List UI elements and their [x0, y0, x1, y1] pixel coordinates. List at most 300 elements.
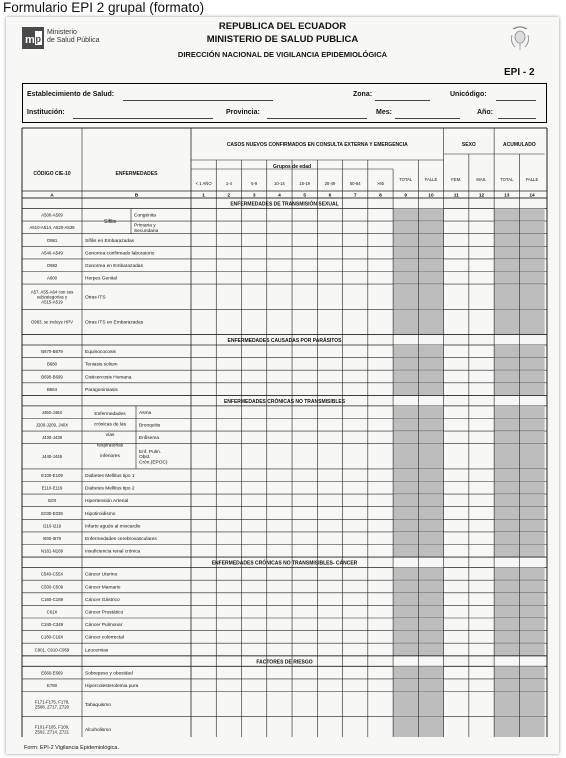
data-cell[interactable]: [469, 619, 493, 631]
data-cell[interactable]: [368, 371, 392, 383]
data-cell[interactable]: [469, 520, 493, 532]
data-cell[interactable]: [267, 482, 291, 494]
data-cell[interactable]: [469, 358, 493, 370]
data-cell[interactable]: [192, 310, 216, 334]
data-cell[interactable]: [318, 419, 342, 431]
data-cell[interactable]: [267, 593, 291, 605]
data-cell[interactable]: [242, 606, 266, 618]
data-cell[interactable]: [293, 606, 317, 618]
data-cell[interactable]: [217, 419, 241, 431]
data-cell[interactable]: [192, 482, 216, 494]
data-cell[interactable]: [444, 310, 468, 334]
data-cell[interactable]: [469, 209, 493, 221]
data-cell[interactable]: [368, 667, 392, 679]
data-cell[interactable]: [293, 593, 317, 605]
data-cell[interactable]: [192, 432, 216, 444]
data-cell[interactable]: [343, 482, 367, 494]
data-cell[interactable]: [192, 371, 216, 383]
data-cell[interactable]: [343, 259, 367, 271]
data-cell[interactable]: [318, 383, 342, 395]
data-cell[interactable]: [343, 667, 367, 679]
data-cell[interactable]: [318, 606, 342, 618]
data-cell[interactable]: [293, 545, 317, 557]
data-cell[interactable]: [192, 545, 216, 557]
data-cell[interactable]: [242, 679, 266, 691]
data-cell[interactable]: [267, 358, 291, 370]
data-cell[interactable]: [368, 568, 392, 580]
data-cell[interactable]: [242, 259, 266, 271]
data-cell[interactable]: [217, 383, 241, 395]
data-cell[interactable]: [217, 631, 241, 643]
data-cell[interactable]: [293, 383, 317, 395]
data-cell[interactable]: [318, 272, 342, 284]
data-cell[interactable]: [267, 631, 291, 643]
data-cell[interactable]: [192, 444, 216, 468]
data-cell[interactable]: [267, 717, 291, 737]
data-cell[interactable]: [242, 520, 266, 532]
data-cell[interactable]: [242, 222, 266, 234]
data-cell[interactable]: [343, 272, 367, 284]
data-cell[interactable]: [469, 644, 493, 656]
data-cell[interactable]: [192, 234, 216, 246]
data-cell[interactable]: [267, 259, 291, 271]
data-cell[interactable]: [469, 568, 493, 580]
data-cell[interactable]: [469, 406, 493, 418]
data-cell[interactable]: [368, 358, 392, 370]
data-cell[interactable]: [469, 469, 493, 481]
data-cell[interactable]: [444, 631, 468, 643]
data-cell[interactable]: [217, 482, 241, 494]
data-cell[interactable]: [318, 444, 342, 468]
data-cell[interactable]: [318, 285, 342, 309]
data-cell[interactable]: [242, 346, 266, 358]
data-cell[interactable]: [267, 495, 291, 507]
data-cell[interactable]: [267, 432, 291, 444]
data-cell[interactable]: [444, 285, 468, 309]
data-cell[interactable]: [293, 532, 317, 544]
data-cell[interactable]: [217, 371, 241, 383]
data-cell[interactable]: [343, 717, 367, 737]
data-cell[interactable]: [469, 495, 493, 507]
data-cell[interactable]: [267, 383, 291, 395]
data-cell[interactable]: [192, 419, 216, 431]
data-cell[interactable]: [242, 619, 266, 631]
data-cell[interactable]: [343, 692, 367, 716]
data-cell[interactable]: [192, 346, 216, 358]
data-cell[interactable]: [343, 432, 367, 444]
data-cell[interactable]: [368, 285, 392, 309]
data-cell[interactable]: [444, 606, 468, 618]
data-cell[interactable]: [318, 507, 342, 519]
data-cell[interactable]: [343, 495, 367, 507]
data-cell[interactable]: [192, 593, 216, 605]
data-cell[interactable]: [343, 383, 367, 395]
data-cell[interactable]: [242, 631, 266, 643]
data-cell[interactable]: [444, 247, 468, 259]
data-cell[interactable]: [242, 507, 266, 519]
data-cell[interactable]: [368, 482, 392, 494]
data-cell[interactable]: [192, 209, 216, 221]
data-cell[interactable]: [217, 606, 241, 618]
data-cell[interactable]: [469, 272, 493, 284]
data-cell[interactable]: [444, 209, 468, 221]
data-cell[interactable]: [217, 717, 241, 737]
data-cell[interactable]: [267, 234, 291, 246]
data-cell[interactable]: [267, 532, 291, 544]
data-cell[interactable]: [242, 444, 266, 468]
data-cell[interactable]: [444, 358, 468, 370]
data-cell[interactable]: [444, 507, 468, 519]
data-cell[interactable]: [318, 346, 342, 358]
data-cell[interactable]: [368, 644, 392, 656]
data-cell[interactable]: [318, 717, 342, 737]
data-cell[interactable]: [192, 606, 216, 618]
data-cell[interactable]: [293, 358, 317, 370]
data-cell[interactable]: [469, 222, 493, 234]
data-cell[interactable]: [217, 346, 241, 358]
data-cell[interactable]: [217, 406, 241, 418]
data-cell[interactable]: [242, 545, 266, 557]
data-cell[interactable]: [343, 444, 367, 468]
data-cell[interactable]: [444, 644, 468, 656]
data-cell[interactable]: [368, 619, 392, 631]
data-cell[interactable]: [267, 507, 291, 519]
data-cell[interactable]: [217, 222, 241, 234]
data-cell[interactable]: [217, 259, 241, 271]
data-cell[interactable]: [217, 679, 241, 691]
data-cell[interactable]: [267, 209, 291, 221]
data-cell[interactable]: [318, 371, 342, 383]
data-cell[interactable]: [343, 507, 367, 519]
data-cell[interactable]: [267, 644, 291, 656]
data-cell[interactable]: [192, 581, 216, 593]
data-cell[interactable]: [267, 346, 291, 358]
data-cell[interactable]: [267, 371, 291, 383]
data-cell[interactable]: [217, 234, 241, 246]
data-cell[interactable]: [293, 692, 317, 716]
data-cell[interactable]: [267, 469, 291, 481]
data-cell[interactable]: [267, 545, 291, 557]
data-cell[interactable]: [368, 679, 392, 691]
data-cell[interactable]: [343, 520, 367, 532]
data-cell[interactable]: [469, 310, 493, 334]
data-cell[interactable]: [217, 644, 241, 656]
data-cell[interactable]: [368, 234, 392, 246]
data-cell[interactable]: [192, 619, 216, 631]
data-cell[interactable]: [217, 247, 241, 259]
data-cell[interactable]: [469, 532, 493, 544]
data-cell[interactable]: [217, 432, 241, 444]
data-cell[interactable]: [343, 679, 367, 691]
data-cell[interactable]: [343, 371, 367, 383]
data-cell[interactable]: [293, 520, 317, 532]
data-cell[interactable]: [293, 234, 317, 246]
data-cell[interactable]: [318, 469, 342, 481]
data-cell[interactable]: [242, 495, 266, 507]
data-cell[interactable]: [217, 469, 241, 481]
data-cell[interactable]: [318, 247, 342, 259]
data-cell[interactable]: [242, 234, 266, 246]
data-cell[interactable]: [192, 272, 216, 284]
data-cell[interactable]: [293, 631, 317, 643]
data-cell[interactable]: [318, 358, 342, 370]
data-cell[interactable]: [242, 406, 266, 418]
data-cell[interactable]: [267, 310, 291, 334]
data-cell[interactable]: [368, 209, 392, 221]
data-cell[interactable]: [267, 568, 291, 580]
data-cell[interactable]: [469, 259, 493, 271]
data-cell[interactable]: [469, 371, 493, 383]
data-cell[interactable]: [192, 568, 216, 580]
data-cell[interactable]: [368, 717, 392, 737]
data-cell[interactable]: [469, 234, 493, 246]
data-cell[interactable]: [242, 383, 266, 395]
data-cell[interactable]: [318, 495, 342, 507]
data-cell[interactable]: [192, 495, 216, 507]
data-cell[interactable]: [192, 532, 216, 544]
data-cell[interactable]: [318, 432, 342, 444]
data-cell[interactable]: [444, 259, 468, 271]
data-cell[interactable]: [192, 358, 216, 370]
data-cell[interactable]: [444, 234, 468, 246]
data-cell[interactable]: [242, 247, 266, 259]
data-cell[interactable]: [343, 209, 367, 221]
data-cell[interactable]: [368, 346, 392, 358]
data-cell[interactable]: [293, 209, 317, 221]
data-cell[interactable]: [192, 469, 216, 481]
data-cell[interactable]: [444, 545, 468, 557]
data-cell[interactable]: [293, 371, 317, 383]
data-cell[interactable]: [318, 406, 342, 418]
data-cell[interactable]: [318, 520, 342, 532]
data-cell[interactable]: [293, 222, 317, 234]
data-cell[interactable]: [469, 346, 493, 358]
data-cell[interactable]: [293, 346, 317, 358]
data-cell[interactable]: [343, 234, 367, 246]
data-cell[interactable]: [293, 406, 317, 418]
data-cell[interactable]: [343, 545, 367, 557]
data-cell[interactable]: [242, 482, 266, 494]
data-cell[interactable]: [242, 581, 266, 593]
data-cell[interactable]: [318, 532, 342, 544]
data-cell[interactable]: [469, 507, 493, 519]
data-cell[interactable]: [242, 644, 266, 656]
data-cell[interactable]: [192, 507, 216, 519]
data-cell[interactable]: [469, 432, 493, 444]
data-cell[interactable]: [368, 469, 392, 481]
data-cell[interactable]: [444, 222, 468, 234]
data-cell[interactable]: [318, 593, 342, 605]
data-cell[interactable]: [444, 667, 468, 679]
data-cell[interactable]: [242, 692, 266, 716]
data-cell[interactable]: [192, 717, 216, 737]
data-cell[interactable]: [217, 444, 241, 468]
data-cell[interactable]: [469, 419, 493, 431]
data-cell[interactable]: [368, 606, 392, 618]
data-cell[interactable]: [318, 667, 342, 679]
data-cell[interactable]: [293, 581, 317, 593]
data-cell[interactable]: [368, 222, 392, 234]
data-cell[interactable]: [368, 259, 392, 271]
data-cell[interactable]: [192, 406, 216, 418]
data-cell[interactable]: [318, 209, 342, 221]
data-cell[interactable]: [444, 432, 468, 444]
data-cell[interactable]: [368, 520, 392, 532]
data-cell[interactable]: [368, 545, 392, 557]
data-cell[interactable]: [293, 507, 317, 519]
data-cell[interactable]: [192, 383, 216, 395]
data-cell[interactable]: [368, 406, 392, 418]
data-cell[interactable]: [267, 619, 291, 631]
data-cell[interactable]: [469, 383, 493, 395]
data-cell[interactable]: [444, 532, 468, 544]
data-cell[interactable]: [343, 568, 367, 580]
data-cell[interactable]: [444, 495, 468, 507]
data-cell[interactable]: [267, 406, 291, 418]
data-cell[interactable]: [469, 667, 493, 679]
data-cell[interactable]: [293, 432, 317, 444]
data-cell[interactable]: [368, 507, 392, 519]
data-cell[interactable]: [444, 383, 468, 395]
data-cell[interactable]: [293, 568, 317, 580]
data-cell[interactable]: [469, 581, 493, 593]
data-cell[interactable]: [242, 717, 266, 737]
data-cell[interactable]: [469, 692, 493, 716]
data-cell[interactable]: [242, 358, 266, 370]
data-cell[interactable]: [368, 419, 392, 431]
data-cell[interactable]: [217, 285, 241, 309]
data-cell[interactable]: [293, 495, 317, 507]
data-cell[interactable]: [217, 581, 241, 593]
data-cell[interactable]: [343, 469, 367, 481]
data-cell[interactable]: [368, 692, 392, 716]
data-cell[interactable]: [343, 593, 367, 605]
data-cell[interactable]: [293, 419, 317, 431]
data-cell[interactable]: [293, 469, 317, 481]
data-cell[interactable]: [217, 495, 241, 507]
data-cell[interactable]: [192, 644, 216, 656]
data-cell[interactable]: [267, 285, 291, 309]
data-cell[interactable]: [217, 520, 241, 532]
data-cell[interactable]: [469, 593, 493, 605]
data-cell[interactable]: [267, 692, 291, 716]
data-cell[interactable]: [217, 568, 241, 580]
data-cell[interactable]: [192, 692, 216, 716]
data-cell[interactable]: [318, 631, 342, 643]
data-cell[interactable]: [444, 444, 468, 468]
data-cell[interactable]: [343, 310, 367, 334]
data-cell[interactable]: [343, 285, 367, 309]
data-cell[interactable]: [242, 310, 266, 334]
data-cell[interactable]: [444, 619, 468, 631]
data-cell[interactable]: [217, 358, 241, 370]
data-cell[interactable]: [217, 692, 241, 716]
data-cell[interactable]: [368, 247, 392, 259]
data-cell[interactable]: [242, 371, 266, 383]
data-cell[interactable]: [444, 419, 468, 431]
data-cell[interactable]: [343, 532, 367, 544]
data-cell[interactable]: [293, 259, 317, 271]
data-cell[interactable]: [293, 444, 317, 468]
data-cell[interactable]: [469, 482, 493, 494]
data-cell[interactable]: [318, 259, 342, 271]
data-cell[interactable]: [469, 679, 493, 691]
data-cell[interactable]: [192, 222, 216, 234]
data-cell[interactable]: [293, 667, 317, 679]
data-cell[interactable]: [242, 272, 266, 284]
data-cell[interactable]: [343, 406, 367, 418]
data-cell[interactable]: [444, 581, 468, 593]
data-cell[interactable]: [318, 644, 342, 656]
data-cell[interactable]: [444, 717, 468, 737]
data-cell[interactable]: [469, 717, 493, 737]
data-cell[interactable]: [368, 495, 392, 507]
data-cell[interactable]: [293, 247, 317, 259]
data-cell[interactable]: [192, 631, 216, 643]
data-cell[interactable]: [217, 545, 241, 557]
data-cell[interactable]: [343, 631, 367, 643]
data-cell[interactable]: [444, 469, 468, 481]
data-cell[interactable]: [217, 619, 241, 631]
data-cell[interactable]: [192, 679, 216, 691]
data-cell[interactable]: [293, 310, 317, 334]
data-cell[interactable]: [293, 619, 317, 631]
data-cell[interactable]: [267, 247, 291, 259]
data-cell[interactable]: [242, 432, 266, 444]
data-cell[interactable]: [242, 419, 266, 431]
data-cell[interactable]: [293, 285, 317, 309]
data-cell[interactable]: [318, 581, 342, 593]
data-cell[interactable]: [318, 679, 342, 691]
data-cell[interactable]: [267, 222, 291, 234]
data-cell[interactable]: [368, 310, 392, 334]
data-cell[interactable]: [318, 619, 342, 631]
data-cell[interactable]: [343, 581, 367, 593]
data-cell[interactable]: [242, 209, 266, 221]
data-cell[interactable]: [444, 272, 468, 284]
data-cell[interactable]: [469, 444, 493, 468]
data-cell[interactable]: [469, 545, 493, 557]
data-cell[interactable]: [217, 532, 241, 544]
data-cell[interactable]: [318, 222, 342, 234]
data-cell[interactable]: [444, 692, 468, 716]
data-cell[interactable]: [242, 568, 266, 580]
data-cell[interactable]: [343, 606, 367, 618]
data-cell[interactable]: [293, 717, 317, 737]
data-cell[interactable]: [217, 310, 241, 334]
data-cell[interactable]: [444, 568, 468, 580]
data-cell[interactable]: [293, 482, 317, 494]
data-cell[interactable]: [318, 482, 342, 494]
data-cell[interactable]: [343, 222, 367, 234]
data-cell[interactable]: [444, 406, 468, 418]
data-cell[interactable]: [318, 545, 342, 557]
data-cell[interactable]: [192, 259, 216, 271]
data-cell[interactable]: [267, 520, 291, 532]
data-cell[interactable]: [267, 581, 291, 593]
data-cell[interactable]: [469, 247, 493, 259]
data-cell[interactable]: [192, 285, 216, 309]
data-cell[interactable]: [318, 310, 342, 334]
data-cell[interactable]: [444, 371, 468, 383]
data-cell[interactable]: [293, 644, 317, 656]
data-cell[interactable]: [217, 667, 241, 679]
data-cell[interactable]: [267, 444, 291, 468]
data-cell[interactable]: [469, 631, 493, 643]
data-cell[interactable]: [343, 358, 367, 370]
data-cell[interactable]: [368, 581, 392, 593]
data-cell[interactable]: [267, 272, 291, 284]
